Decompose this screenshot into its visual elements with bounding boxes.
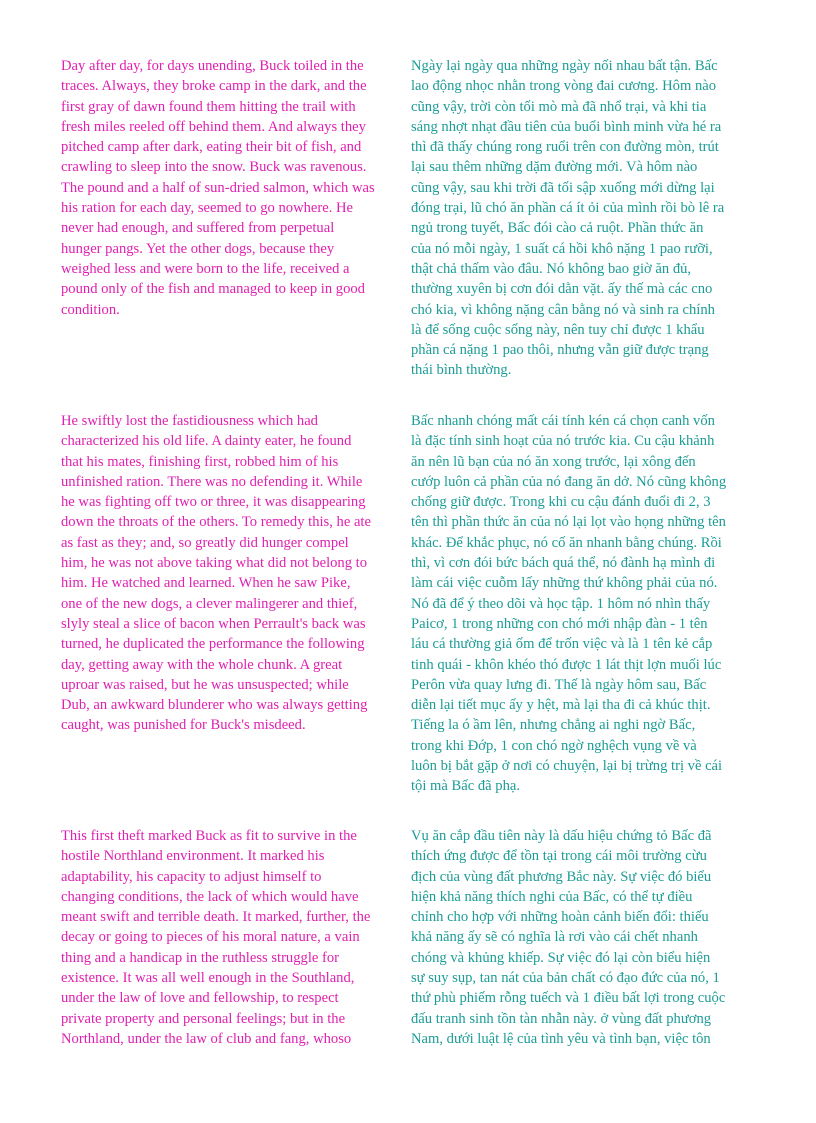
vietnamese-paragraph-1 — [411, 56, 761, 381]
vietnamese-text-line: Nó đã để ý theo dõi và học tập. 1 hôm nó nhìn thấy — [411, 595, 711, 612]
english-text-line: never had enough, and suffered from perpetual — [61, 220, 335, 237]
vietnamese-text-line: chống giữ được. Trong khi cu cậu đánh đuổi đi 2, 3 — [411, 494, 711, 511]
english-text-line: hostile Northland environment. It marked his — [61, 848, 325, 865]
english-text-line: This first theft marked Buck as fit to survive in the — [61, 828, 357, 844]
vietnamese-text-line: làm cái việc cuỗm lấy những thứ không phải của nó. — [411, 575, 718, 592]
english-text-line: Day after day, for days unending, Buck toiled in the — [61, 58, 364, 74]
vietnamese-text-line: trong khi Đớp, 1 con chó ngờ nghệch vụng về và — [411, 737, 697, 754]
vietnamese-text-line: tên thì phần thức ăn của nó lại lọt vào họng những tên — [411, 514, 726, 531]
english-text-line: decay or going to pieces of his moral nature, a vain — [61, 929, 360, 946]
english-text-line: Dub, an awkward blunderer who was always getting — [61, 697, 368, 714]
vietnamese-text-line: cũng vậy, sau khi trời đã tối sập xuống mới dừng lại — [411, 179, 715, 196]
vietnamese-text-line: ăn nên lũ bạn của nó ăn xong trước, lại xông đến — [411, 453, 696, 470]
vietnamese-text-line: luôn bị bắt gặp ở nơi có chuyện, lại bị trừng trị về cái — [411, 758, 723, 775]
english-text-line: fresh miles reeled off behind them. And always they — [61, 118, 366, 135]
vietnamese-text-line: là đặc tính sinh hoạt của nó trước kia. Cu cậu khảnh — [411, 433, 715, 450]
english-text-line: that his mates, finishing first, robbed him of his — [61, 453, 339, 470]
english-text-line: meant swift and terrible death. It marked, further, the — [61, 909, 371, 926]
english-paragraph-2 — [61, 411, 406, 736]
vietnamese-paragraph-3 — [411, 826, 761, 1049]
english-text-line: one of the new dogs, a clever malingerer and thief, — [61, 595, 358, 612]
vietnamese-text-line: Perôn vừa quay lưng đi. Thế là ngày hôm sau, Bấc — [411, 676, 707, 693]
english-text-line: The pound and a half of sun-dried salmon, which was — [61, 179, 375, 196]
english-text-line: as fast as they; and, so greatly did hunger compel — [61, 534, 349, 551]
vietnamese-text-line: thứ phù phiếm rỗng tuếch và 1 điều bất lợi trong cuộc — [411, 990, 726, 1007]
vietnamese-text-line: Ngày lại ngày qua những ngày nối nhau bất tận. Bấc — [411, 58, 718, 74]
vietnamese-text-line: Bấc nhanh chóng mất cái tính kén cá chọn canh vốn — [411, 413, 715, 429]
english-text-line: down the throats of the others. To remedy this, he ate — [61, 514, 371, 531]
english-text-line: him. He watched and learned. When he saw Pike, — [61, 575, 351, 592]
vietnamese-text-line: lao động nhọc nhằn trong vòng đai cương. Hôm nào — [411, 78, 717, 95]
english-text-line: day, getting away with the whole chunk. A great — [61, 656, 343, 673]
vietnamese-text-line: Tiếng la ó ầm lên, nhưng chẳng ai nghi ngờ Bấc, — [411, 717, 696, 734]
english-text-line: his ration for each day, seemed to go nowhere. He — [61, 200, 354, 217]
vietnamese-text-line: phần cá nặng 1 pao thôi, nhưng vẫn giữ được trạng — [411, 342, 709, 359]
vietnamese-text-line: lại sau thêm những dặm đường mới. Và hôm nào — [411, 159, 698, 176]
vietnamese-text-line: cướp luôn cả phần của nó đang ăn dở. Nó cũng không — [411, 473, 727, 490]
english-text-line: him, he was not above taking what did not belong to — [61, 555, 368, 572]
english-text-line: private property and personal feelings; but in the — [61, 1010, 346, 1027]
vietnamese-text-line: Nam, dưới luật lệ của tình yêu và tình bạn, việc tôn — [411, 1030, 711, 1047]
english-text-line: caught, was punished for Buck's misdeed. — [61, 717, 306, 734]
vietnamese-text-line: khả năng ấy sẽ có nghĩa là rơi vào cái chết nhanh — [411, 929, 698, 946]
english-text-line: condition. — [61, 301, 120, 318]
english-text-line: pound only of the fish and managed to keep in good — [61, 281, 365, 298]
vietnamese-text-line: của nó mỗi ngày, 1 suất cá hồi khô nặng 1 pao rưỡi, — [411, 240, 713, 257]
english-text-line: hunger pangs. Yet the other dogs, because they — [61, 240, 335, 257]
vietnamese-text-line: thì, vì cơn đói bức bách quá thể, nó đành hạ mình đi — [411, 555, 716, 572]
english-text-line: turned, he duplicated the performance the following — [61, 636, 365, 653]
english-text-line: he was fighting off two or three, it was disappearing — [61, 494, 366, 511]
vietnamese-text-line: đóng trại, lũ chó ăn phần cá ít ỏi của mình rồi bò lê ra — [411, 200, 725, 217]
vietnamese-text-line: Vụ ăn cắp đầu tiên này là dấu hiệu chứng tỏ Bấc đã — [411, 828, 712, 844]
english-paragraph-1 — [61, 56, 406, 320]
english-text-line: existence. It was all well enough in the Southland, — [61, 970, 355, 987]
vietnamese-text-line: là để sống cuộc sống này, nên tuy chỉ được 1 khẩu — [411, 321, 705, 338]
vietnamese-text-line: chỉnh cho hợp với những hoàn cảnh biến đổi: thiếu — [411, 909, 709, 926]
english-text-line: changing conditions, the lack of which would have — [61, 888, 359, 905]
vietnamese-text-line: địch của vùng đất phương Bắc này. Sự việc đó biểu — [411, 868, 712, 885]
vietnamese-text-line: sự suy sụp, tan nát của bản chất có đạo đức của nó, 1 — [411, 970, 720, 987]
vietnamese-text-line: chó kia, vì không nặng cân bằng nó và sinh ra chính — [411, 301, 715, 318]
english-paragraph-3 — [61, 826, 406, 1049]
vietnamese-text-line: tội mà Bấc đã phạ. — [411, 778, 521, 795]
english-text-line: thing and a handicap in the ruthless struggle for — [61, 949, 340, 966]
vietnamese-text-line: sáng nhợt nhạt đầu tiên của buổi bình minh vừa hé ra — [411, 118, 722, 135]
vietnamese-text-line: thái bình thường. — [411, 362, 512, 379]
vietnamese-text-line: thường xuyên bị cơn đói dằn vặt. ấy thế mà các cno — [411, 281, 713, 298]
vietnamese-text-line: tinh quái - khôn khéo thó được 1 lát thịt lợn muối lúc — [411, 656, 722, 673]
english-text-line: first gray of dawn found them hitting the trail with — [61, 98, 356, 115]
vietnamese-text-line: cũng vậy, trời còn tối mò mà đã nhổ trại, và khi tia — [411, 98, 707, 115]
vietnamese-text-line: thì đã thấy chúng rong ruổi trên con đường mòn, trút — [411, 139, 719, 156]
vietnamese-text-line: đấu tranh sinh tồn tàn nhẫn này. ở vùng đất phương — [411, 1010, 712, 1027]
english-text-line: weighed less and were born to the life, received a — [61, 260, 350, 277]
vietnamese-text-line: diễn lại tiết mục ấy y hệt, mà lại tha đi cả khúc thịt. — [411, 697, 711, 714]
english-text-line: unfinished ration. There was no defending it. While — [61, 473, 363, 490]
vietnamese-text-line: thích ứng được để tồn tại trong cái môi trường cừu — [411, 848, 707, 865]
english-text-line: traces. Always, they broke camp in the dark, and the — [61, 78, 367, 95]
english-text-line: crawling to sleep into the snow. Buck was ravenous. — [61, 159, 367, 176]
english-text-line: slyly steal a slice of bacon when Perrault's back was — [61, 615, 366, 632]
vietnamese-text-line: chóng và khủng khiếp. Sự việc đó lại còn biểu hiện — [411, 949, 711, 966]
english-text-line: adaptability, his capacity to adjust himself to — [61, 868, 322, 885]
vietnamese-text-line: thật chả thấm vào đâu. Nó không bao giờ ăn đủ, — [411, 260, 692, 277]
vietnamese-paragraph-2 — [411, 411, 761, 797]
vietnamese-text-line: láu cá thường giả ốm để trốn việc và là 1 tên kẻ cắp — [411, 636, 713, 653]
english-text-line: pitched camp after dark, eating their bit of fish, and — [61, 139, 362, 156]
english-text-line: characterized his old life. A dainty eater, he found — [61, 433, 352, 450]
english-text-line: uproar was raised, but he was unsuspected; while — [61, 676, 349, 693]
vietnamese-text-line: hiện khả năng thích nghi của Bấc, có thể tự điều — [411, 888, 693, 905]
english-text-line: Northland, under the law of club and fang, whoso — [61, 1030, 352, 1047]
english-text-line: under the law of love and fellowship, to respect — [61, 990, 339, 1007]
english-text-line: He swiftly lost the fastidiousness which had — [61, 413, 318, 429]
vietnamese-text-line: khác. Để khắc phục, nó cố ăn nhanh bằng chúng. Rồi — [411, 534, 722, 551]
vietnamese-text-line: ngủ trong tuyết, Bấc đói cào cả ruột. Phần thức ăn — [411, 220, 704, 237]
vietnamese-text-line: Paicơ, 1 trong những con chó mới nhập đàn - 1 tên — [411, 615, 708, 632]
